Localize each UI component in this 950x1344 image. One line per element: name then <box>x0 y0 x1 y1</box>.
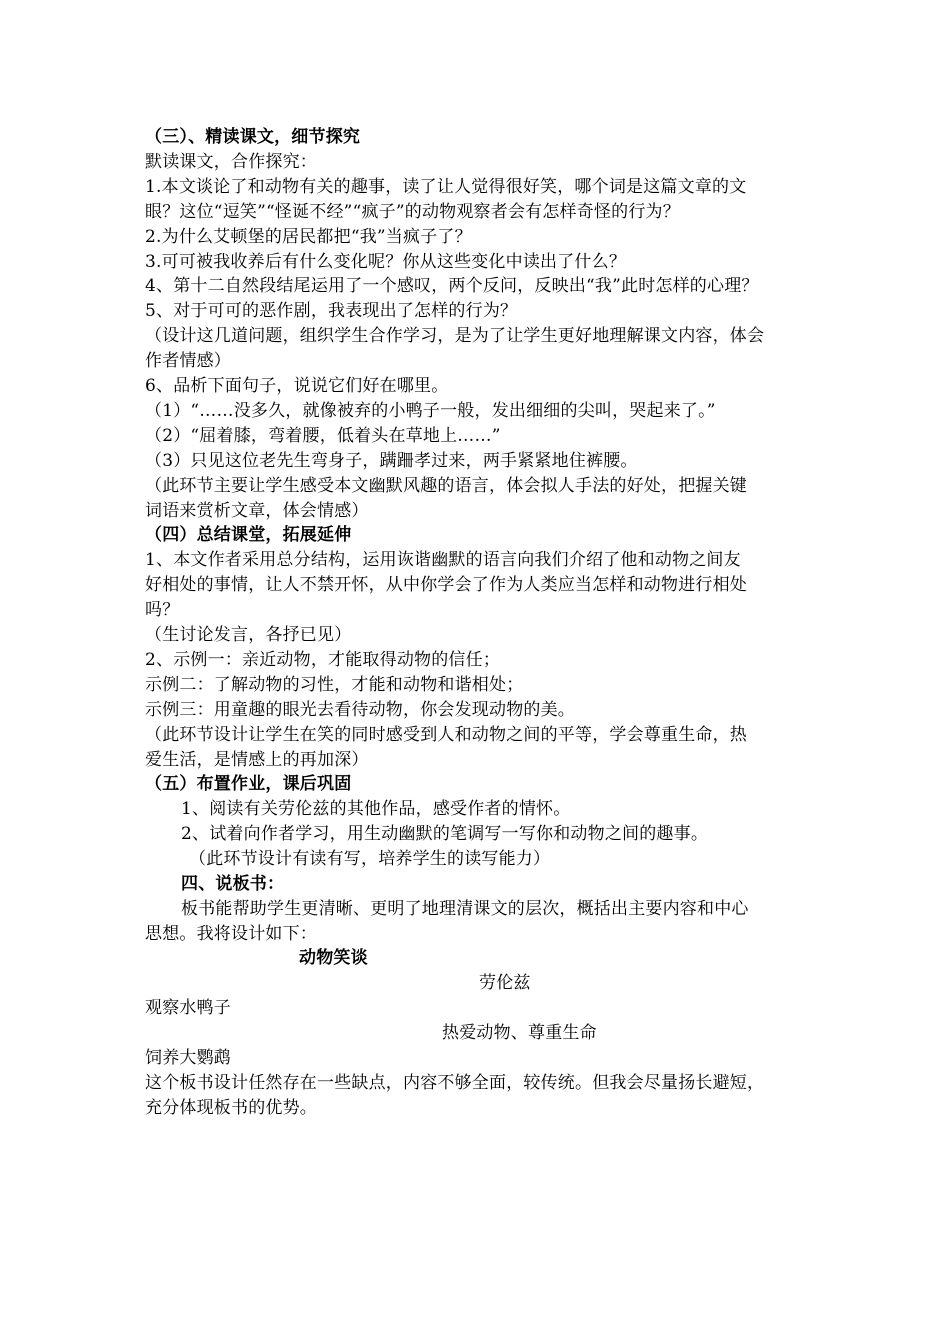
homework-2: 2、试着向作者学习，用生动幽默的笔调写一写你和动物之间的趣事。 <box>181 824 709 844</box>
section-3-intro: 默读课文，合作探究： <box>145 152 317 172</box>
section-4-note: （生讨论发言，各抒已见） <box>145 625 352 645</box>
section-4-heading: （四）总结课堂，拓展延伸 <box>145 525 352 545</box>
design-note-1-line-2: 作者情感） <box>145 351 231 371</box>
design-note-2-line-2: 词语来赏析文章，体会情感） <box>145 501 369 521</box>
board-left-item-1: 观察水鸭子 <box>145 998 231 1018</box>
homework-1: 1、阅读有关劳伦兹的其他作品，感受作者的情怀。 <box>181 799 571 819</box>
board-author: 劳伦兹 <box>479 973 531 993</box>
board-para-line-1: 板书能帮助学生更清晰、更明了地理清课文的层次，概括出主要内容和中心 <box>181 899 749 919</box>
question-3: 3.可可被我收养后有什么变化呢？你从这些变化中读出了什么？ <box>145 252 627 272</box>
question-1-line-1: 1.本文谈论了和动物有关的趣事，读了让人觉得很好笑，哪个词是这篇文章的文 <box>145 177 747 197</box>
section-3-heading: （三）、精读课文，细节探究 <box>145 127 361 147</box>
question-2: 2.为什么艾顿堡的居民都把“我”当疯子了？ <box>145 227 472 247</box>
question-6: 6、品析下面句子，说说它们好在哪里。 <box>145 376 449 396</box>
question-1-line-2: 眼？这位“逗笑”“怪诞不经”“疯子”的动物观察者会有怎样奇怪的行为？ <box>145 202 680 222</box>
section-4-para-line-1: 1、本文作者采用总分结构，运用诙谐幽默的语言向我们介绍了他和动物之间友 <box>145 550 741 570</box>
board-center-theme: 热爱动物、尊重生命 <box>442 1023 597 1043</box>
question-5: 5、对于可可的恶作剧，我表现出了怎样的行为？ <box>145 301 518 321</box>
design-note-4: （此环节设计有读有写，培养学生的读写能力） <box>189 849 551 869</box>
example-2: 示例二：了解动物的习性，才能和动物和谐相处； <box>145 675 524 695</box>
design-note-1-line-1: （设计这几道问题，组织学生合作学习，是为了让学生更好地理解课文内容，体会 <box>145 326 765 346</box>
board-para-line-2: 思想。我将设计如下： <box>145 924 317 944</box>
section-5-heading: （五）布置作业，课后巩固 <box>145 774 352 794</box>
design-note-3-line-2: 爱生活，是情感上的再加深） <box>145 750 369 770</box>
section-4-para-line-3: 吗？ <box>145 600 180 620</box>
design-note-3-line-1: （此环节设计让学生在笑的同时感受到人和动物之间的平等，学会尊重生命，热 <box>145 725 747 745</box>
design-note-2-line-1: （此环节主要让学生感受本文幽默风趣的语言，体会拟人手法的好处，把握关键 <box>145 476 747 496</box>
question-6-sentence-2: （2）“屈着膝，弯着腰，低着头在草地上……” <box>145 426 501 446</box>
section-4-para-line-2: 好相处的事情，让人不禁开怀，从中你学会了作为人类应当怎样和动物进行相处 <box>145 575 747 595</box>
board-left-item-2: 饲养大鹦鹉 <box>145 1048 231 1068</box>
question-6-sentence-1: （1）“……没多久，就像被弃的小鸭子一般，发出细细的尖叫，哭起来了。” <box>145 401 716 421</box>
closing-line-1: 这个板书设计任然存在一些缺点，内容不够全面，较传统。但我会尽量扬长避短， <box>145 1073 765 1093</box>
example-1: 2、示例一：亲近动物，才能取得动物的信任； <box>145 650 501 670</box>
example-3: 示例三：用童趣的眼光去看待动物，你会发现动物的美。 <box>145 700 575 720</box>
question-6-sentence-3: （3）只见这位老先生弯身子，蹒跚孝过来，两手紧紧地住裤腰。 <box>145 451 638 471</box>
question-4: 4、第十二自然段结尾运用了一个感叹，两个反问，反映出“我”此时怎样的心理？ <box>145 276 759 296</box>
board-heading: 四、说板书： <box>181 874 285 894</box>
closing-line-2: 充分体现板书的优势。 <box>145 1098 317 1118</box>
board-title: 动物笑谈 <box>299 948 368 968</box>
